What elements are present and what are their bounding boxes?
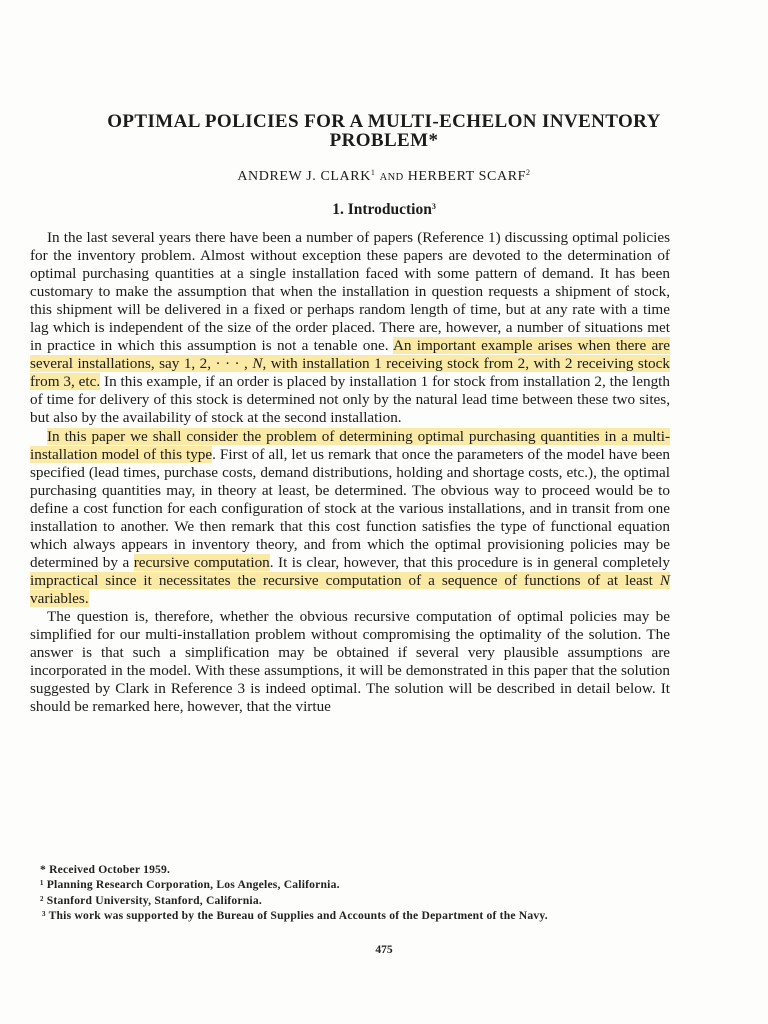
paragraph-2-text-a: . First of all, let us remark that once the parameters of the model have been specified (lead times, purchase costs, demand distributions, holding and shortage costs, etc.), the optimal purchasing quantities may, in theory at least, be determined. The obvious way to proceed would be to define a cost function for each configuration of stock at the various installations, and in transit from one installation to another. We then remark that this cost function satisfies the type of functional equation which always appears in inventory theory, and from which the optimal provisioning policies may be determined by a <box>30 445 670 571</box>
footnotes <box>30 862 670 924</box>
highlight-4-variable-n: N <box>659 571 670 589</box>
page-number: 475 <box>375 944 393 956</box>
author-line <box>20 169 748 185</box>
footnote-3: ³ This work was supported by the Bureau of Supplies and Accounts of the Department of the Navy. <box>42 909 548 923</box>
section-footnote-mark: 3 <box>431 202 436 211</box>
highlight-4[interactable] <box>30 572 670 607</box>
author-scarf: HERBERT SCARF <box>407 169 527 184</box>
section-heading-text: 1. Introduction <box>332 201 432 218</box>
author-scarf-footnote-mark: 2 <box>526 168 531 177</box>
author-clark-footnote-mark: 1 <box>370 168 376 177</box>
title-line-1: OPTIMAL POLICIES FOR A MULTI-ECHELON INVENTORY <box>107 111 661 132</box>
footnote-1: ¹ Planning Research Corporation, Los Angeles, California. <box>40 878 340 892</box>
paragraph-1-text-a: In the last several years there have been a number of papers (Reference 1) discussing optimal policies for the inventory problem. Almost without exception these papers are devoted to the determination of optimal purchasing quantities at a single installation faced with some pattern of demand. It has been customary to make the assumption that when the installation in question requests a shipment of stock, this shipment will be delivered in a fixed or perhaps random length of time, but at any rate with a time lag which is independent of the size of the order placed. There are, however, a number of situations met in practice in which this assumption is not a tenable one. <box>30 229 670 355</box>
footnote-received: * Received October 1959. <box>40 863 171 876</box>
highlight-1-text-a: An important example arises when there are several installations, say 1, 2, · · · , <box>30 337 670 373</box>
highlight-1-variable-n: N <box>252 355 263 373</box>
footnote-2: ² Stanford University, Stanford, California. <box>40 893 262 907</box>
title-line-2: PROBLEM* <box>329 130 439 151</box>
body-text <box>30 229 670 716</box>
highlight-3[interactable]: recursive computation <box>133 553 270 571</box>
paragraph-2 <box>30 428 670 608</box>
section-heading <box>20 201 748 219</box>
author-conjunction: AND <box>379 172 404 183</box>
paragraph-2-text-b: . It is clear, however, that this procedure is in general completely <box>269 553 670 571</box>
highlight-2[interactable]: In this paper we shall consider the problem of determining optimal purchasing quantities in a multi-installation model of this type <box>30 427 670 463</box>
paragraph-3: The question is, therefore, whether the obvious recursive computation of optimal policies may be simplified for our multi-installation problem without compromising the optimality of the solution. The answer is that such a simplification may be obtained if several very plausible assumptions are incorporated in the model. With these assumptions, it will be demonstrated in this paper that the solution suggested by Clark in Reference 3 is indeed optimal. The solution will be described in detail below. It should be remarked here, however, that the virtue <box>30 607 670 716</box>
highlight-4-text-a: impractical since it necessitates the recursive computation of a sequence of functions of at least <box>30 571 660 589</box>
paragraph-1-text-b: In this example, if an order is placed by installation 1 for stock from installation 2, the length of time for delivery of this stock is determined not only by the natural lead time between these two sites, but also by the availability of stock at the second installation. <box>30 373 670 427</box>
paper-title <box>20 112 748 150</box>
highlight-1-text-b: , with installation 1 receiving stock from 2, with 2 receiving stock from 3, etc. <box>30 355 670 391</box>
author-clark: ANDREW J. CLARK <box>237 169 371 184</box>
highlight-4-text-b: variables. <box>30 589 89 607</box>
paragraph-1 <box>30 229 670 428</box>
